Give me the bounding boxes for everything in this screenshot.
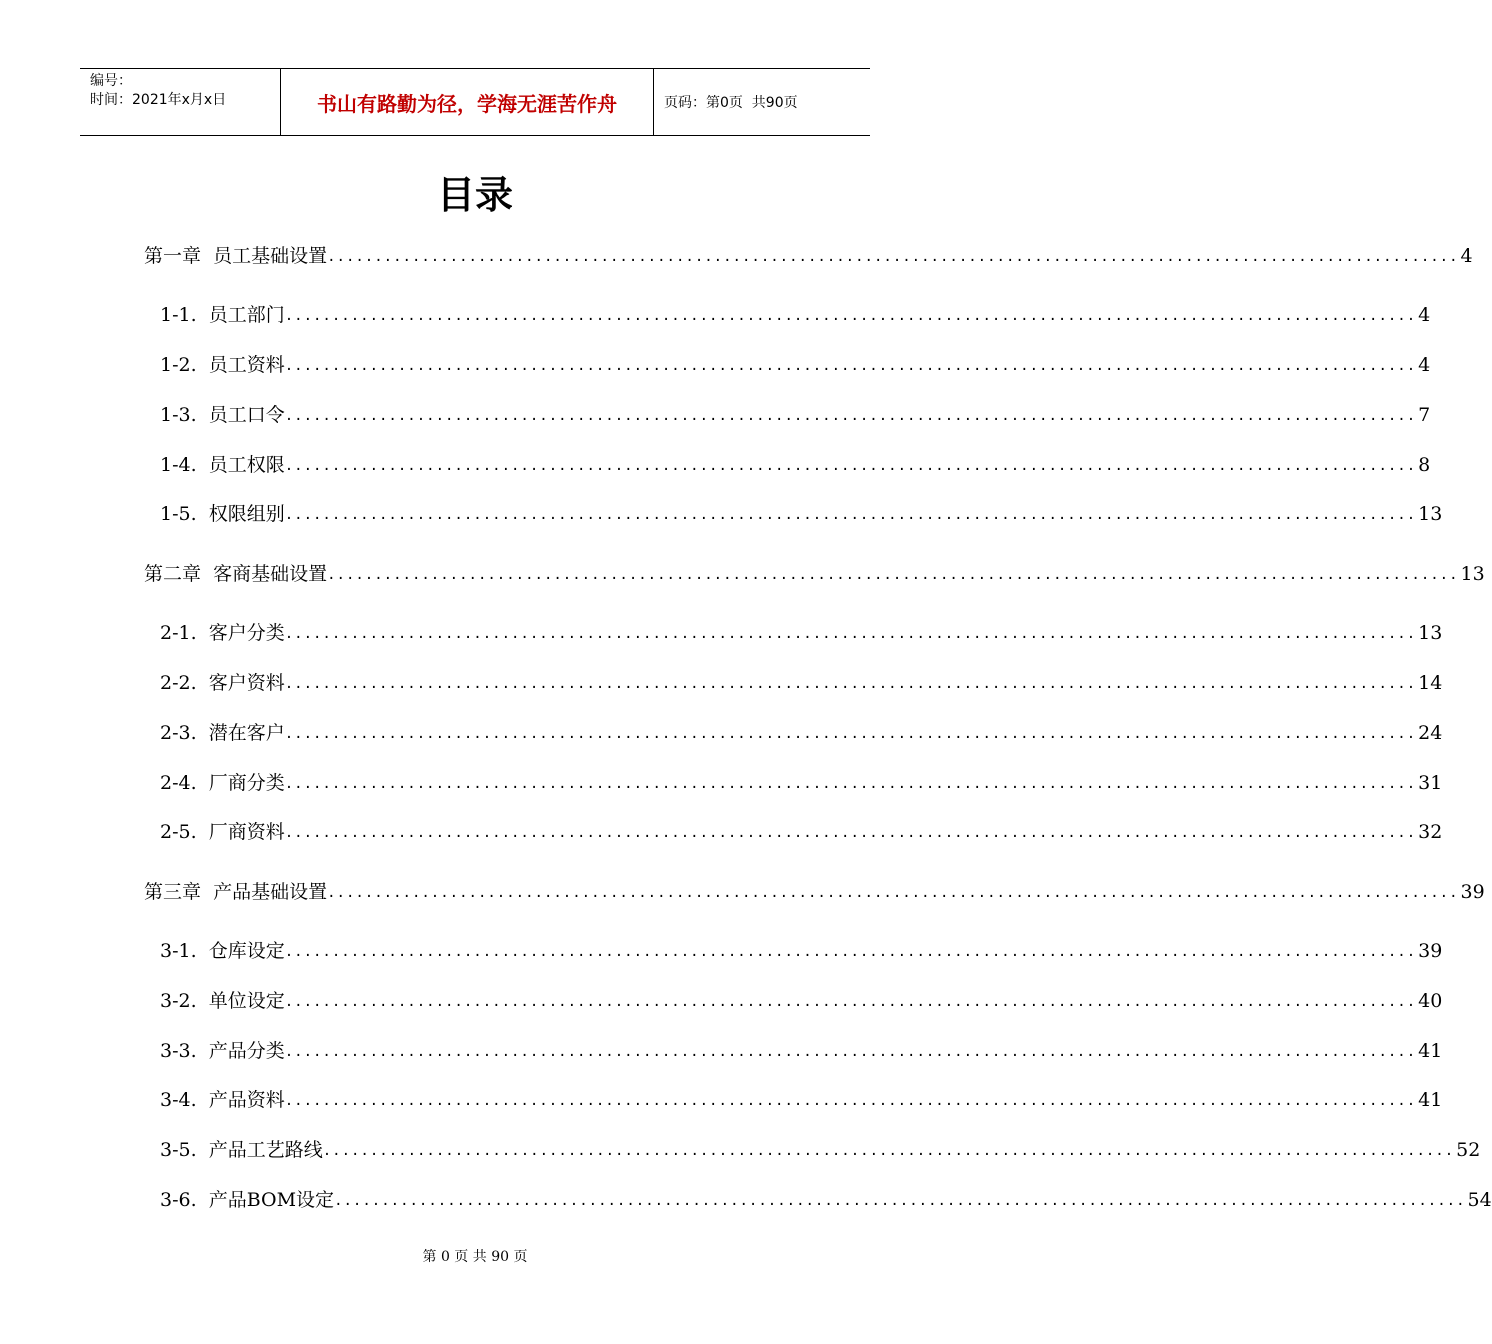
toc-entry-page: 41 xyxy=(1418,1089,1443,1111)
toc-leader-dots: ........................................................................................................................ xyxy=(334,1193,1466,1209)
toc-entry-page: 4 xyxy=(1418,354,1431,376)
toc-entry-page: 41 xyxy=(1418,1040,1443,1062)
toc-leader-dots: ........................................................................................................................ xyxy=(327,249,1459,265)
toc-entry-page: 24 xyxy=(1418,722,1443,744)
toc-entry[interactable] xyxy=(160,616,1443,646)
toc-entry-label: 3-2. 单位设定 xyxy=(160,990,285,1012)
toc-entry-label: 2-5. 厂商资料 xyxy=(160,821,285,843)
footer-page-number: 第 0 页 共 90 页 xyxy=(422,1249,528,1265)
page-footer xyxy=(0,1246,950,1266)
toc-entry[interactable] xyxy=(160,298,1431,328)
toc-leader-dots: ........................................................................................................................ xyxy=(284,1044,1417,1060)
toc-entry-page: 32 xyxy=(1418,821,1443,843)
header-number: 编号： xyxy=(90,73,132,89)
toc-entry-page: 14 xyxy=(1418,672,1443,694)
toc-entry-label: 2-1. 客户分类 xyxy=(160,622,285,644)
toc-entry-page: 4 xyxy=(1418,304,1431,326)
toc-entry-label: 3-1. 仓库设定 xyxy=(160,940,285,962)
motto-text: 书山有路勤为径，学海无涯苦作舟 xyxy=(317,91,617,116)
toc-entry[interactable] xyxy=(144,875,1485,905)
toc-entry-page: 4 xyxy=(1460,245,1473,267)
toc-entry-label: 3-4. 产品资料 xyxy=(160,1089,285,1111)
toc-entry-page: 8 xyxy=(1418,454,1431,476)
toc-entry-label: 第一章 员工基础设置 xyxy=(144,245,328,267)
toc-entry[interactable] xyxy=(160,497,1443,527)
header-meta xyxy=(80,69,281,135)
toc-leader-dots: ........................................................................................................................ xyxy=(284,994,1417,1010)
header-motto xyxy=(281,69,654,135)
toc-entry-label: 2-4. 厂商分类 xyxy=(160,772,285,794)
toc-entry[interactable] xyxy=(160,448,1431,478)
page-info-text: 页码：第0页 共90页 xyxy=(664,95,798,111)
toc-entry[interactable] xyxy=(160,716,1443,746)
toc-leader-dots: ........................................................................................................................ xyxy=(284,726,1417,742)
toc-entry[interactable] xyxy=(160,934,1443,964)
toc-entry-page: 13 xyxy=(1418,622,1443,644)
toc-entry[interactable] xyxy=(160,1034,1443,1064)
toc-entry[interactable] xyxy=(160,1083,1443,1113)
toc-entry-page: 40 xyxy=(1418,990,1443,1012)
toc-entry-label: 2-2. 客户资料 xyxy=(160,672,285,694)
toc-leader-dots: ........................................................................................................................ xyxy=(327,567,1459,583)
page-header xyxy=(80,68,870,136)
toc-entry[interactable] xyxy=(160,666,1443,696)
toc-leader-dots: ........................................................................................................................ xyxy=(284,507,1417,523)
toc-entry[interactable] xyxy=(160,984,1443,1014)
toc-leader-dots: ........................................................................................................................ xyxy=(284,676,1417,692)
toc-entry[interactable] xyxy=(160,815,1443,845)
toc-leader-dots: ........................................................................................................................ xyxy=(284,825,1417,841)
toc-leader-dots: ........................................................................................................................ xyxy=(284,358,1417,374)
toc-entry-label: 3-6. 产品BOM设定 xyxy=(160,1189,335,1211)
toc-leader-dots: ........................................................................................................................ xyxy=(322,1143,1455,1159)
toc-entry-page: 13 xyxy=(1418,503,1443,525)
toc-entry[interactable] xyxy=(144,239,1473,269)
toc-leader-dots: ........................................................................................................................ xyxy=(284,308,1417,324)
toc-entry-page: 39 xyxy=(1418,940,1443,962)
toc-entry-page: 39 xyxy=(1460,881,1485,903)
toc-leader-dots: ........................................................................................................................ xyxy=(284,408,1417,424)
toc-entry-label: 3-5. 产品工艺路线 xyxy=(160,1139,323,1161)
toc-entry-label: 2-3. 潜在客户 xyxy=(160,722,285,744)
header-time: 时间：2021年x月x日 xyxy=(90,92,227,108)
toc-entry-label: 1-5. 权限组别 xyxy=(160,503,285,525)
toc-leader-dots: ........................................................................................................................ xyxy=(284,944,1417,960)
toc-entry-label: 第二章 客商基础设置 xyxy=(144,563,328,585)
toc-entry-label: 1-2. 员工资料 xyxy=(160,354,285,376)
toc-entry-label: 1-4. 员工权限 xyxy=(160,454,285,476)
toc-entry[interactable] xyxy=(160,766,1443,796)
toc-entry-page: 54 xyxy=(1467,1189,1492,1211)
toc-entry-label: 3-3. 产品分类 xyxy=(160,1040,285,1062)
toc-entry-page: 7 xyxy=(1418,404,1431,426)
toc-entry[interactable] xyxy=(160,398,1431,428)
toc-entry[interactable] xyxy=(144,557,1485,587)
toc-leader-dots: ........................................................................................................................ xyxy=(327,885,1459,901)
toc-entry-page: 52 xyxy=(1456,1139,1481,1161)
toc-leader-dots: ........................................................................................................................ xyxy=(284,1093,1417,1109)
toc-leader-dots: ........................................................................................................................ xyxy=(284,776,1417,792)
page-title: 目录 xyxy=(436,173,513,217)
header-page-info xyxy=(654,69,870,135)
toc-entry-label: 1-1. 员工部门 xyxy=(160,304,285,326)
toc-entry-page: 13 xyxy=(1460,563,1485,585)
toc-leader-dots: ........................................................................................................................ xyxy=(284,458,1417,474)
toc-entry-label: 1-3. 员工口令 xyxy=(160,404,285,426)
toc-entry[interactable] xyxy=(160,1133,1481,1163)
toc-leader-dots: ........................................................................................................................ xyxy=(284,626,1417,642)
toc-entry[interactable] xyxy=(160,1183,1492,1213)
toc-entry-page: 31 xyxy=(1418,772,1443,794)
toc-entry-label: 第三章 产品基础设置 xyxy=(144,881,328,903)
toc-entry[interactable] xyxy=(160,348,1431,378)
